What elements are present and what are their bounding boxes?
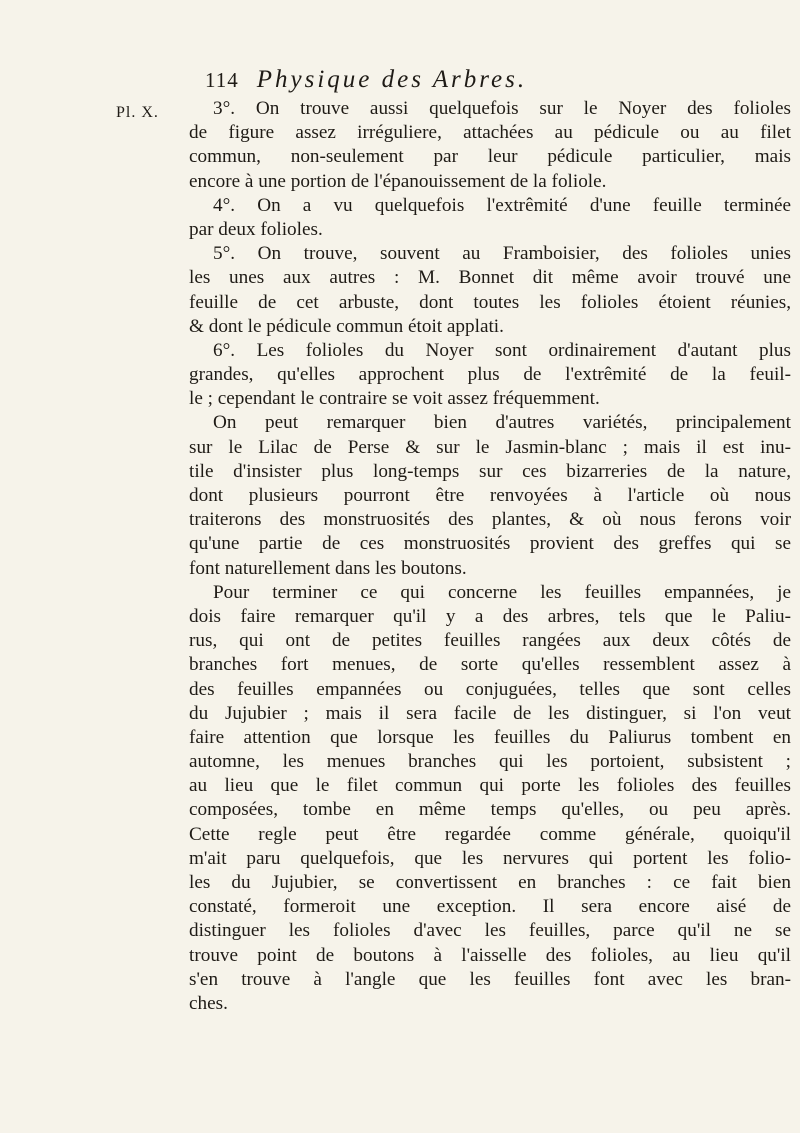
- text-line: Pour terminer ce qui concerne les feuilles empannées, je: [213, 581, 791, 603]
- plate-reference: Pl. X.: [116, 104, 159, 121]
- text-line: dois faire remarquer qu'il y a des arbres, tels que le Paliu-: [189, 605, 791, 627]
- text-line: & dont le pédicule commun étoit applati.: [189, 315, 504, 337]
- text-line: constaté, formeroit une exception. Il sera encore aisé de: [189, 896, 791, 918]
- page-number: 114: [205, 68, 239, 92]
- running-title: Physique des Arbres.: [256, 66, 528, 93]
- text-line: Cette regle peut être regardée comme générale, quoiqu'il: [189, 823, 791, 845]
- text-line: font naturellement dans les boutons.: [189, 557, 467, 579]
- text-line: On peut remarquer bien d'autres variétés, principalement: [213, 412, 791, 434]
- text-line: tile d'insister plus long-temps sur ces bizarreries de la nature,: [189, 460, 791, 482]
- text-line: sur le Lilac de Perse & sur le Jasmin-blanc ; mais il est inu-: [189, 436, 791, 458]
- text-line: le ; cependant le contraire se voit assez fréquemment.: [189, 388, 600, 410]
- text-line: encore à une portion de l'épanouissement de la foliole.: [189, 170, 607, 192]
- text-line: faire attention que lorsque les feuilles du Paliurus tombent en: [189, 726, 791, 748]
- body-text: [189, 97, 791, 1016]
- text-line: dont plusieurs pourront être renvoyées à l'article où nous: [189, 485, 791, 506]
- text-line: qu'une partie de ces monstruosités provient des greffes qui se: [189, 533, 791, 555]
- text-line: 5°. On trouve, souvent au Framboisier, des folioles unies: [213, 243, 791, 265]
- text-line: feuille de cet arbuste, dont toutes les folioles étoient réunies,: [189, 291, 791, 313]
- text-line: 3°. On trouve aussi quelquefois sur le Noyer des folioles: [213, 98, 791, 119]
- text-line: de figure assez irréguliere, attachées au pédicule ou au filet: [189, 122, 791, 144]
- text-line: des feuilles empannées ou conjuguées, telles que sont celles: [189, 678, 791, 700]
- text-line: les du Jujubier, se convertissent en branches : ce fait bien: [189, 872, 791, 893]
- text-line: commun, non-seulement par leur pédicule particulier, mais: [189, 146, 791, 168]
- text-line: du Jujubier ; mais il sera facile de les distinguer, si l'on veut: [189, 702, 791, 724]
- text-line: distinguer les folioles d'avec les feuilles, parce qu'il ne se: [189, 920, 791, 942]
- text-line: m'ait paru quelquefois, que les nervures qui portent les folio-: [189, 847, 791, 869]
- text-line: ches.: [189, 992, 228, 1014]
- text-line: trouve point de boutons à l'aisselle des folioles, au lieu qu'il: [189, 944, 791, 966]
- text-line: automne, les menues branches qui les portoient, subsistent ;: [189, 751, 791, 773]
- text-line: rus, qui ont de petites feuilles rangées aux deux côtés de: [189, 630, 791, 652]
- text-line: les unes aux autres : M. Bonnet dit même avoir trouvé une: [189, 267, 791, 289]
- text-line: au lieu que le filet commun qui porte les folioles des feuilles: [189, 775, 791, 797]
- text-line: 4°. On a vu quelquefois l'extrêmité d'une feuille terminée: [213, 194, 791, 216]
- text-line: grandes, qu'elles approchent plus de l'extrêmité de la feuil-: [189, 364, 791, 386]
- text-line: par deux folioles.: [189, 218, 323, 240]
- text-line: traiterons des monstruosités des plantes, & où nous ferons voir: [189, 509, 791, 531]
- text-line: 6°. Les folioles du Noyer sont ordinairement d'autant plus: [213, 339, 791, 361]
- text-line: s'en trouve à l'angle que les feuilles font avec les bran-: [189, 968, 791, 990]
- text-line: composées, tombe en même temps qu'elles, ou peu après.: [189, 799, 791, 821]
- text-line: branches fort menues, de sorte qu'elles ressemblent assez à: [189, 654, 791, 676]
